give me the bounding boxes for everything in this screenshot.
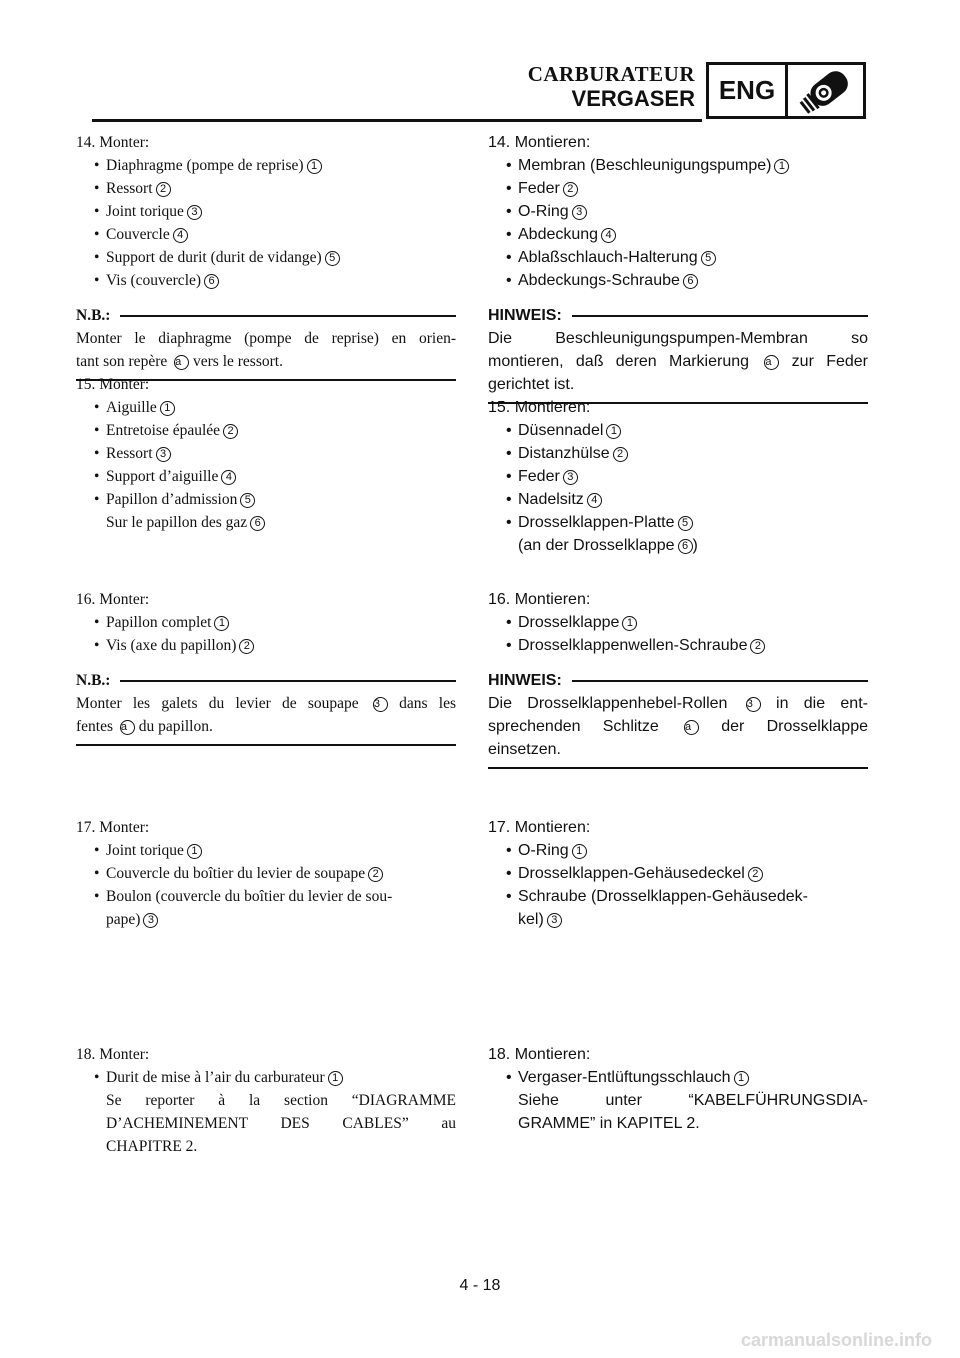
list-item: • Support de durit (durit de vidange) 5 (76, 246, 456, 269)
note-label: N.B.: (76, 672, 111, 689)
note-label: N.B.: (76, 307, 111, 324)
list-item: • O-Ring 1 (488, 839, 868, 862)
step-title: 17. Monter: (76, 819, 150, 836)
list-item: • Ablaßschlauch-Halterung 5 (488, 246, 868, 269)
list-item: • Vis (axe du papillon) 2 (76, 634, 456, 657)
step-14-de (488, 131, 868, 292)
list-item: • Drosselklappen-Platte 5 (488, 511, 868, 534)
callout-1: 1 (307, 159, 322, 174)
list-subtext: Se reporter à la section “DIAGRAMME (106, 1092, 456, 1109)
page-number: 4 - 18 (459, 1277, 501, 1294)
step-14-fr (76, 131, 456, 292)
list-subtext: (an der Drosselklappe 6 ) (518, 537, 698, 554)
list-item: • Papillon d’admission 5 (76, 488, 456, 511)
header-rule (92, 119, 702, 122)
list-subtext: Sur le papillon des gaz 6 (76, 511, 456, 534)
step-title: 16. Montieren: (488, 591, 591, 608)
header-title-fr: CARBURATEUR (527, 62, 695, 86)
step-15-fr (76, 373, 456, 534)
callout-2: 2 (156, 182, 171, 197)
callout-a: a (174, 355, 189, 370)
list-item: • Drosselklappen-Gehäusedeckel 2 (488, 862, 868, 885)
step-17-fr (76, 816, 456, 931)
step-title: 18. Montieren: (488, 1046, 591, 1063)
step-title: 14. Montieren: (488, 134, 591, 151)
list-subtext: D’ACHEMINEMENT DES CABLES” au (106, 1115, 456, 1132)
list-item: • Feder 2 (488, 177, 868, 200)
step-title: 17. Montieren: (488, 819, 591, 836)
list-item: • Aiguille 1 (76, 396, 456, 419)
step-title: 15. Montieren: (488, 399, 591, 416)
step-title: 14. Monter: (76, 134, 150, 151)
list-item: • Ressort 2 (76, 177, 456, 200)
step-17-de (488, 816, 868, 931)
list-item: • O-Ring 3 (488, 200, 868, 223)
list-subtext: pape) 3 (76, 908, 456, 931)
note-de-2: HINWEIS: Die Drosselklappenhebel-Rollen 3 in die ent- sprechenden Schlitze a der Drosselklappe einsetzen. (488, 669, 868, 769)
engine-piston-icon (788, 65, 863, 116)
callout-3: 3 (187, 205, 202, 220)
callout-4: 4 (173, 228, 188, 243)
list-item: • Support d’aiguille 4 (76, 465, 456, 488)
list-item: • Feder 3 (488, 465, 868, 488)
step-16-fr (76, 588, 456, 657)
list-item: • Abdeckung 4 (488, 223, 868, 246)
list-item: • Entretoise épaulée 2 (76, 419, 456, 442)
callout-6: 6 (204, 274, 219, 289)
list-item: • Drosselklappe 1 (488, 611, 868, 634)
list-item: • Vergaser-Entlüftungsschlauch 1 (488, 1066, 868, 1089)
list-item: • Drosselklappenwellen-Schraube 2 (488, 634, 868, 657)
header-title-de: VERGASER (571, 86, 695, 111)
note-fr-1: N.B.: Monter le diaphragme (pompe de reprise) en orien- tant son repère a vers le ressort. (76, 304, 456, 381)
list-item: • Diaphragme (pompe de reprise) 1 (76, 154, 456, 177)
list-item: • Membran (Beschleunigungspumpe) 1 (488, 154, 868, 177)
list-item: • Couvercle du boîtier du levier de soupape 2 (76, 862, 456, 885)
list-item: • Papillon complet 1 (76, 611, 456, 634)
list-item: • Schraube (Drosselklappen-Gehäusedek- (488, 885, 868, 908)
step-title: 16. Monter: (76, 591, 150, 608)
list-item: • Joint torique 3 (76, 200, 456, 223)
note-label: HINWEIS: (488, 307, 562, 324)
list-item: • Boulon (couvercle du boîtier du levier de sou- (76, 885, 456, 908)
step-title: 15. Monter: (76, 376, 150, 393)
callout-5: 5 (325, 251, 340, 266)
column-fr (76, 131, 456, 1171)
note-de-1: HINWEIS: Die Beschleunigungspumpen-Membran so montieren, daß deren Markierung a zur Feder gerichtet ist. (488, 304, 868, 404)
list-item: • Couvercle 4 (76, 223, 456, 246)
list-subtext: CHAPITRE 2. (106, 1138, 198, 1155)
list-subtext: kel) 3 (488, 908, 868, 931)
list-item: • Durit de mise à l’air du carburateur 1 (76, 1066, 456, 1089)
note-label: HINWEIS: (488, 672, 562, 689)
list-item: • Joint torique 1 (76, 839, 456, 862)
step-16-de (488, 588, 868, 657)
watermark: carmanualsonline.info (740, 1330, 932, 1350)
badge-label: ENG (709, 65, 788, 116)
list-item: • Nadelsitz 4 (488, 488, 868, 511)
list-item: • Vis (couvercle) 6 (76, 269, 456, 292)
list-item: • Abdeckungs-Schraube 6 (488, 269, 868, 292)
note-fr-2: N.B.: Monter les galets du levier de soupape 3 dans les fentes a du papillon. (76, 669, 456, 746)
column-de (488, 131, 868, 1171)
list-item: • Distanzhülse 2 (488, 442, 868, 465)
step-title: 18. Monter: (76, 1046, 150, 1063)
step-18-de (488, 1043, 868, 1135)
list-item: • Düsennadel 1 (488, 419, 868, 442)
step-18-fr (76, 1043, 456, 1158)
list-subtext: GRAMME” in KAPITEL 2. (518, 1115, 700, 1132)
step-15-de (488, 396, 868, 557)
section-badge (706, 62, 866, 119)
list-item: • Ressort 3 (76, 442, 456, 465)
list-subtext: Siehe unter “KABELFÜHRUNGSDIA- (518, 1092, 868, 1109)
